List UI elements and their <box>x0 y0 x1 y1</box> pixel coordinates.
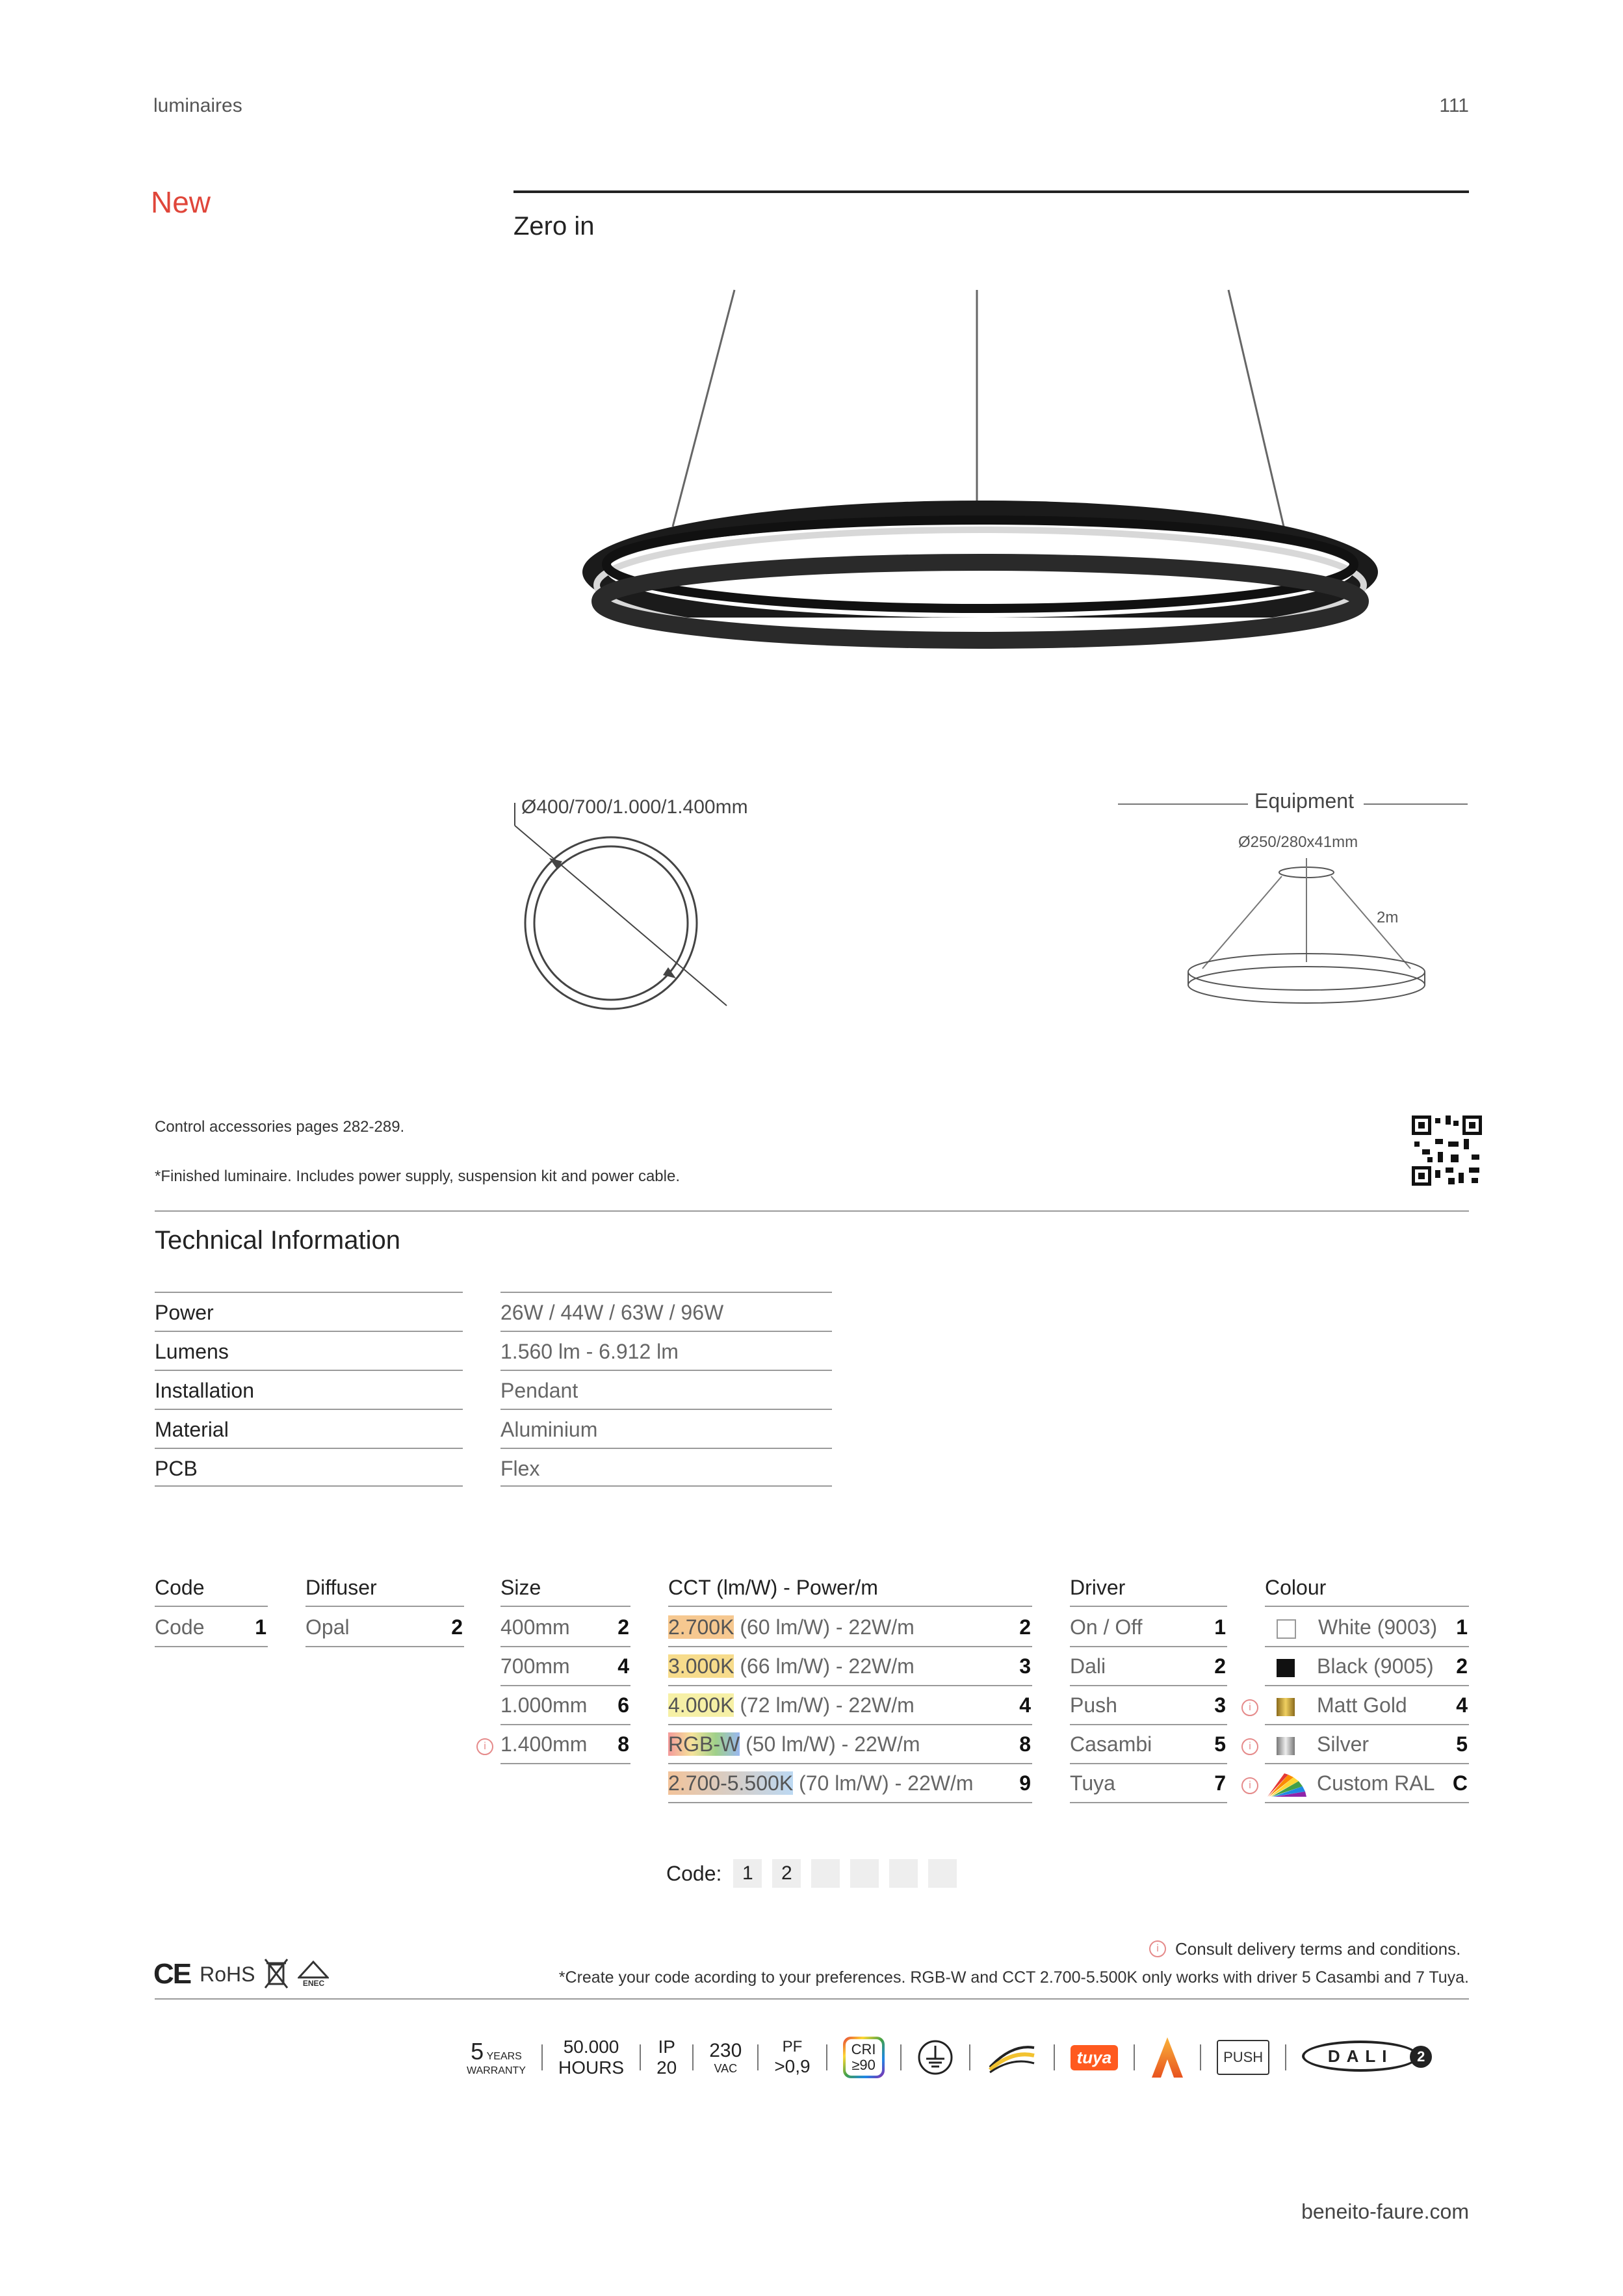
code-slot[interactable] <box>928 1859 957 1888</box>
driver-number: 5 <box>1214 1732 1226 1756</box>
size-option <box>500 1647 630 1686</box>
driver-label: On / Off <box>1070 1615 1143 1639</box>
size-option <box>500 1686 630 1725</box>
driver-number: 2 <box>1214 1654 1226 1678</box>
flicker-free-icon <box>986 2041 1038 2074</box>
tech-value: 1.560 lm - 6.912 lm <box>500 1331 832 1370</box>
colour-number: 2 <box>1456 1654 1468 1678</box>
driver-option <box>1070 1647 1227 1686</box>
pf-spec: PF >0,9 <box>774 2038 811 2076</box>
code-label: Code <box>155 1615 205 1639</box>
product-title: Zero in <box>513 212 595 241</box>
tech-value: Pendant <box>500 1370 832 1409</box>
size-number: 6 <box>617 1693 629 1717</box>
size-label: 1.400mm <box>500 1732 588 1756</box>
voltage-spec: 230 VAC <box>709 2039 742 2075</box>
create-note: *Create your code acording to your preferences. RGB-W and CCT 2.700-5.500K only works with driver 5 Casambi and 7 Tuya. <box>558 1968 1469 1987</box>
cct-detail: (70 lm/W) - 22W/m <box>793 1771 974 1795</box>
cct-number: 8 <box>1019 1732 1031 1756</box>
diffuser-header: Diffuser <box>305 1569 464 1607</box>
colour-swatch <box>1277 1619 1296 1639</box>
cct-detail: (50 lm/W) - 22W/m <box>740 1732 920 1756</box>
enec-triangle-icon <box>298 1961 329 1979</box>
colour-number: 4 <box>1456 1693 1468 1717</box>
page-number: 111 <box>1439 95 1469 116</box>
tech-value: 26W / 44W / 63W / 96W <box>500 1292 832 1331</box>
consult-note: Consult delivery terms and conditions. <box>1175 1939 1461 1959</box>
cct-detail: (66 lm/W) - 22W/m <box>734 1654 915 1678</box>
equipment-rule-right <box>1364 803 1468 805</box>
suspension-cable-left <box>673 290 734 527</box>
colour-label: Black (9005) <box>1317 1654 1434 1678</box>
driver-option <box>1070 1608 1227 1647</box>
tech-label: Installation <box>155 1370 463 1409</box>
tech-value: Flex <box>500 1448 832 1487</box>
code-slot[interactable] <box>889 1859 918 1888</box>
warranty-spec: 5 YEARS WARRANTY <box>467 2038 526 2076</box>
cct-header: CCT (lm/W) - Power/m <box>668 1569 1032 1607</box>
code-number: 1 <box>255 1615 266 1639</box>
colour-label: Silver <box>1317 1732 1370 1756</box>
weee-bin-icon <box>264 1958 289 1990</box>
colour-number: 5 <box>1456 1732 1468 1756</box>
code-slot[interactable]: 2 <box>772 1859 801 1888</box>
cct-number: 2 <box>1019 1615 1031 1639</box>
code-builder <box>666 1859 967 1888</box>
suspension-cable-right <box>1228 290 1284 527</box>
colour-label: Custom RAL <box>1317 1771 1435 1795</box>
tech-label: Power <box>155 1292 463 1331</box>
cct-tag: RGB-W <box>668 1732 740 1756</box>
code-option <box>155 1608 268 1647</box>
ce-mark: CE <box>153 1958 191 1990</box>
cable-length: 2m <box>1377 909 1399 926</box>
tech-label: Lumens <box>155 1331 463 1370</box>
cct-tag: 2.700K <box>668 1615 734 1639</box>
driver-option <box>1070 1764 1227 1803</box>
driver-option <box>1070 1725 1227 1764</box>
cct-option <box>668 1647 1032 1686</box>
driver-number: 3 <box>1214 1693 1226 1717</box>
size-option <box>500 1608 630 1647</box>
tech-row <box>155 1409 1130 1448</box>
diffuser-number: 2 <box>451 1615 463 1639</box>
colour-number: 1 <box>1456 1615 1468 1639</box>
divider <box>155 1210 1469 1212</box>
size-label: 400mm <box>500 1615 570 1639</box>
equipment-drawing <box>1183 858 1430 1014</box>
dali-logo: DALI 2 <box>1302 2041 1432 2074</box>
tech-label: Material <box>155 1409 463 1448</box>
diameter-label: Ø400/700/1.000/1.400mm <box>521 796 748 818</box>
cct-option <box>668 1764 1032 1803</box>
cct-option <box>668 1608 1032 1647</box>
driver-number: 7 <box>1214 1771 1226 1795</box>
driver-label: Dali <box>1070 1654 1106 1678</box>
info-icon: i <box>476 1738 493 1755</box>
code-builder-label: Code: <box>666 1861 722 1885</box>
certifications <box>153 1958 329 1990</box>
driver-header: Driver <box>1070 1569 1227 1607</box>
colour-number: C <box>1452 1771 1468 1795</box>
website-link[interactable]: beneito-faure.com <box>1301 2200 1469 2223</box>
tech-row <box>155 1331 1130 1370</box>
hours-spec: 50.000 HOURS <box>558 2037 625 2078</box>
cct-tag: 4.000K <box>668 1693 734 1717</box>
title-rule <box>513 190 1469 193</box>
colour-label: White (9003) <box>1318 1615 1438 1639</box>
colour-option <box>1265 1608 1469 1647</box>
new-badge: New <box>151 185 211 219</box>
colour-option <box>1265 1686 1469 1725</box>
driver-option <box>1070 1686 1227 1725</box>
cct-number: 9 <box>1019 1771 1031 1795</box>
dimension-drawing <box>507 790 767 1024</box>
colour-option <box>1265 1725 1469 1764</box>
driver-number: 1 <box>1214 1615 1226 1639</box>
colour-option <box>1265 1647 1469 1686</box>
ip-spec: IP 20 <box>656 2037 677 2078</box>
driver-label: Push <box>1070 1693 1117 1717</box>
tech-row <box>155 1370 1130 1409</box>
size-label: 1.000mm <box>500 1693 588 1717</box>
earth-ground-icon <box>917 2039 954 2076</box>
size-number: 8 <box>617 1732 629 1756</box>
tech-title: Technical Information <box>155 1226 400 1255</box>
info-icon: i <box>1241 1738 1258 1755</box>
qr-code[interactable] <box>1412 1115 1482 1186</box>
driver-label: Casambi <box>1070 1732 1152 1756</box>
cct-detail: (60 lm/W) - 22W/m <box>734 1615 915 1639</box>
push-badge: PUSH <box>1217 2040 1269 2075</box>
finished-note: *Finished luminaire. Includes power supply, suspension kit and power cable. <box>155 1168 680 1185</box>
canopy-size: Ø250/280x41mm <box>1238 833 1358 851</box>
rohs-mark: RoHS <box>200 1962 255 1986</box>
cct-tag: 3.000K <box>668 1654 734 1678</box>
cct-tag: 2.700-5.500K <box>668 1771 794 1795</box>
cri-badge: CRI ≥90 <box>843 2037 885 2078</box>
colour-swatch <box>1277 1737 1295 1755</box>
colour-option <box>1265 1764 1469 1803</box>
size-option <box>500 1725 630 1764</box>
equipment-title: Equipment <box>1254 789 1354 813</box>
cct-number: 3 <box>1019 1654 1031 1678</box>
size-header: Size <box>500 1569 630 1607</box>
info-icon: i <box>1241 1699 1258 1716</box>
tech-row <box>155 1448 1130 1487</box>
colour-swatch <box>1277 1698 1295 1716</box>
product-image <box>572 280 1391 670</box>
spec-icons <box>467 2028 1432 2087</box>
colour-header: Colour <box>1265 1569 1469 1607</box>
diffuser-option <box>305 1608 464 1647</box>
code-slot[interactable] <box>811 1859 840 1888</box>
tuya-logo: tuya <box>1071 2045 1118 2070</box>
info-icon: i <box>1241 1777 1258 1794</box>
casambi-logo-icon <box>1150 2036 1184 2079</box>
colour-swatch <box>1277 1659 1295 1677</box>
ral-fan-icon <box>1265 1771 1308 1799</box>
cct-option <box>668 1725 1032 1764</box>
section-name: luminaires <box>153 95 242 116</box>
equipment-rule-left <box>1118 803 1248 805</box>
size-label: 700mm <box>500 1654 570 1678</box>
tech-label: PCB <box>155 1448 463 1487</box>
tech-value: Aluminium <box>500 1409 832 1448</box>
code-header: Code <box>155 1569 268 1607</box>
diffuser-label: Opal <box>305 1615 350 1639</box>
control-note: Control accessories pages 282-289. <box>155 1118 405 1136</box>
code-slot[interactable] <box>850 1859 879 1888</box>
driver-label: Tuya <box>1070 1771 1115 1795</box>
colour-label: Matt Gold <box>1317 1693 1407 1717</box>
tech-row <box>155 1292 1130 1331</box>
cct-option <box>668 1686 1032 1725</box>
info-icon: i <box>1149 1940 1166 1957</box>
code-slot[interactable]: 1 <box>733 1859 762 1888</box>
enec-mark: ENEC <box>298 1961 329 1988</box>
size-number: 4 <box>617 1654 629 1678</box>
cct-detail: (72 lm/W) - 22W/m <box>734 1693 915 1717</box>
footer-divider <box>155 1998 1469 2000</box>
cct-number: 4 <box>1019 1693 1031 1717</box>
size-number: 2 <box>617 1615 629 1639</box>
